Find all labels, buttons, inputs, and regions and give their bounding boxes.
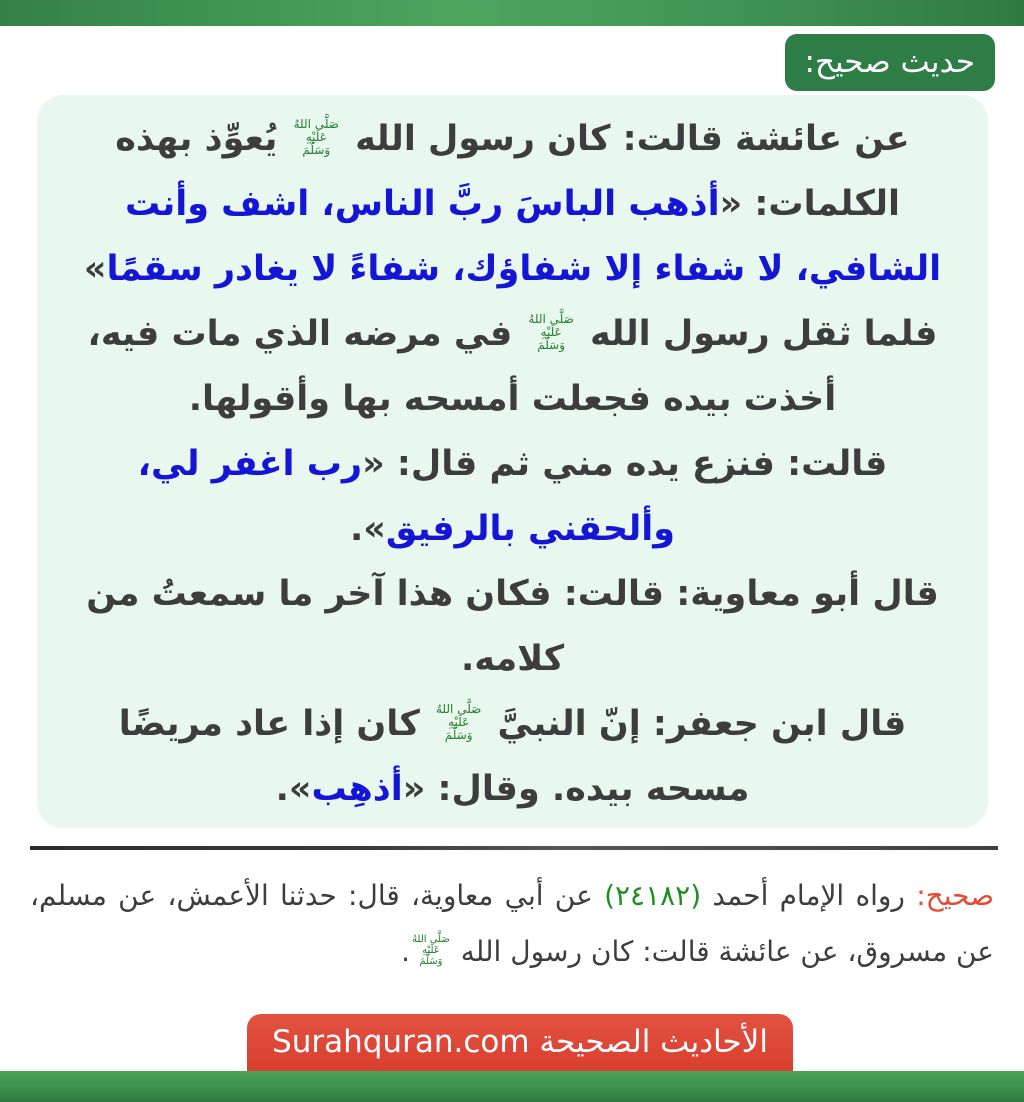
sallallahu-icon: صَلَّى اللهُ عَلَيْهِ وَسَلَّمَ xyxy=(293,116,339,157)
bottom-border-bar xyxy=(0,1071,1024,1102)
sallallahu-icon: صَلَّى اللهُ عَلَيْهِ وَسَلَّمَ xyxy=(528,311,574,352)
sallallahu-icon: صَلَّى اللهُ عَلَيْهِ وَسَلَّمَ xyxy=(435,701,482,742)
hadith-paragraph: عن عائشة قالت: كان رسول الله صَلَّى اللهُ عَلَيْهِ وَسَلَّمَ يُعوِّذ بهذه الكلمات: «أذهب الباسَ ربَّ الناس، اشف وأنت الشافي، لا شفاء إلا شفاؤك، شفاءً لا يغادر سقمًا» فلما ثقل رسول الله صَلَّى اللهُ عَلَيْهِ وَسَلَّمَ في مرضه الذي مات فيه، أخذت بيده فجعلت أمسحه بها وأقولها. xyxy=(83,116,942,419)
separator-line xyxy=(30,846,998,850)
hadith-paragraph: قال ابن جعفر: إنّ النبيَّ صَلَّى اللهُ عَلَيْهِ وَسَلَّمَ كان إذا عاد مريضًا مسحه بيده. وقال: «أذهِب». xyxy=(118,701,907,809)
site-footer-badge[interactable]: الأحاديث الصحيحة Surahquran.com xyxy=(247,1014,793,1071)
grading-source-text: صحيح: رواه الإمام أحمد (٢٤١٨٢) عن أبي معاوية، قال: حدثنا الأعمش، عن مسلم، عن مسروق، عن عائشة قالت: كان رسول الله صَلَّى اللهُ عَلَيْهِ وَسَلَّمَ . xyxy=(30,879,994,968)
hadith-paragraph: قالت: فنزع يده مني ثم قال: «رب اغفر لي، وألحقني بالرفيق». xyxy=(137,444,888,549)
hadith-paragraph: قال أبو معاوية: قالت: فكان هذا آخر ما سمعتُ من كلامه. xyxy=(86,574,939,679)
hadith-type-badge: حديث صحيح: xyxy=(785,34,996,91)
hadith-text-card xyxy=(37,95,988,828)
sallallahu-icon: صَلَّى اللهُ عَلَيْهِ وَسَلَّمَ xyxy=(412,933,450,967)
top-border-bar xyxy=(0,0,1024,26)
